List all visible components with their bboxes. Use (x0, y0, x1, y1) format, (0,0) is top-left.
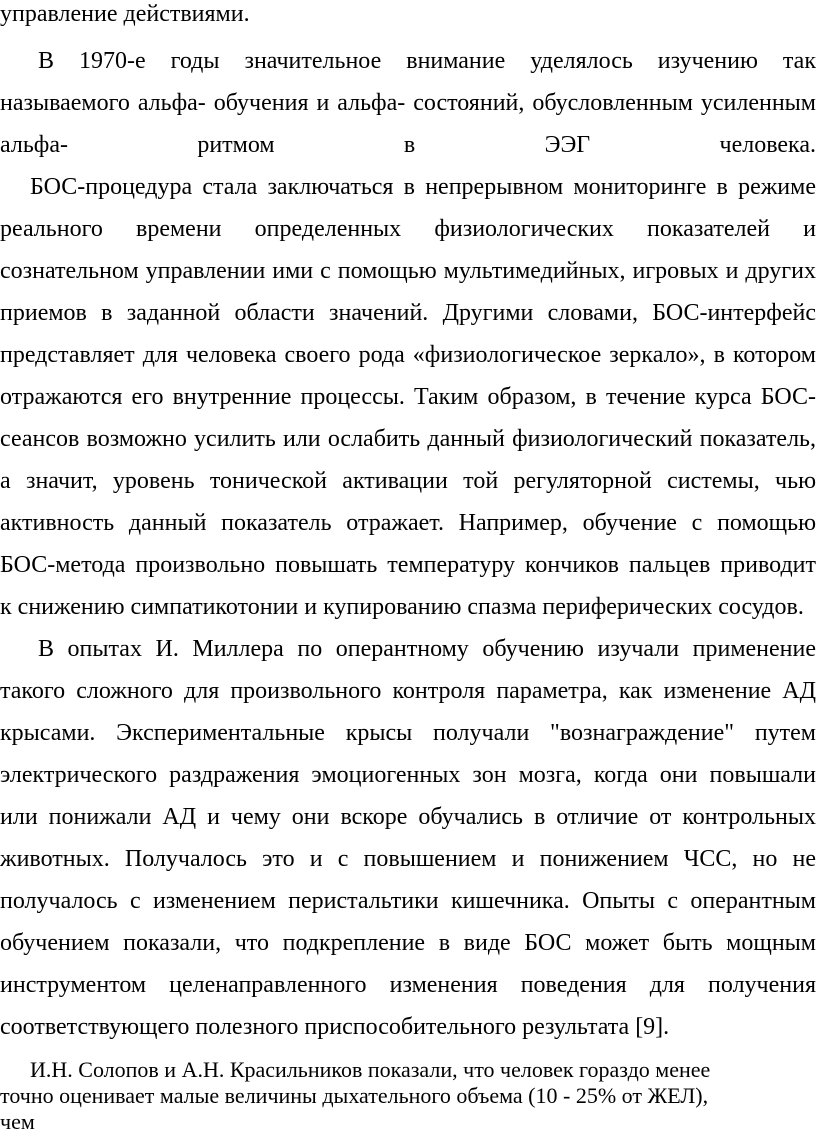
text-line: получалось с изменением перистальтики кишечника. Опыты с оперантным (0, 888, 816, 914)
text-line: называемого альфа- обучения и альфа- состояний, обусловленным усиленным (0, 90, 816, 116)
text-line: приемов в заданной области значений. Другими словами, БОС-интерфейс (0, 300, 816, 326)
text-line: или понижали АД и чему они вскоре обучались в отличие от контрольных (0, 804, 816, 830)
text-line: сознательном управлении ими с помощью мультимедийных, игровых и других (0, 258, 816, 284)
text-line: сеансов возможно усилить или ослабить данный физиологический показатель, (0, 426, 816, 452)
text-line: В 1970-е годы значительное внимание уделялось изучению так (38, 48, 816, 74)
text-line: И.Н. Солопов и А.Н. Красильников показали, что человек гораздо менее (30, 1057, 711, 1082)
text-line: реального времени определенных физиологических показателей и (0, 216, 816, 242)
text-line: крысами. Экспериментальные крысы получали "вознаграждение" путем (0, 720, 816, 746)
text-line: БОС-метода произвольно повышать температуру кончиков пальцев приводит (0, 552, 816, 578)
text-line: обучением показали, что подкрепление в виде БОС может быть мощным (0, 930, 816, 956)
text-line: альфа- ритмом в ЭЭГ человека. (0, 132, 816, 158)
text-line: такого сложного для произвольного контроля параметра, как изменение АД (0, 678, 816, 704)
text-line: а значит, уровень тонической активации той регуляторной системы, чью (0, 468, 816, 494)
text-line: БОС-процедура стала заключаться в непрерывном мониторинге в режиме (30, 174, 816, 200)
text-line: животных. Получалось это и с повышением и понижением ЧСС, но не (0, 846, 816, 872)
text-line: электрического раздражения эмоциогенных зон мозга, когда они повышали (0, 762, 816, 788)
text-line: отражаются его внутренние процессы. Таким образом, в течение курса БОС- (0, 384, 816, 410)
text-line: к снижению симпатикотонии и купированию спазма периферических сосудов. (0, 594, 804, 620)
text-line: управление действиями. (0, 1, 250, 27)
text-line: чем (0, 1109, 35, 1134)
text-line: В опытах И. Миллера по оперантному обучению изучали применение (38, 636, 816, 662)
text-line: представляет для человека своего рода «физиологическое зеркало», в котором (0, 342, 816, 368)
text-line: активность данный показатель отражает. Например, обучение с помощью (0, 510, 816, 536)
text-line: соответствующего полезного приспособительного результата [9]. (0, 1014, 670, 1040)
text-line: точно оценивает малые величины дыхательного объема (10 - 25% от ЖЕЛ), (0, 1083, 709, 1108)
text-line: инструментом целенаправленного изменения поведения для получения (0, 972, 816, 998)
